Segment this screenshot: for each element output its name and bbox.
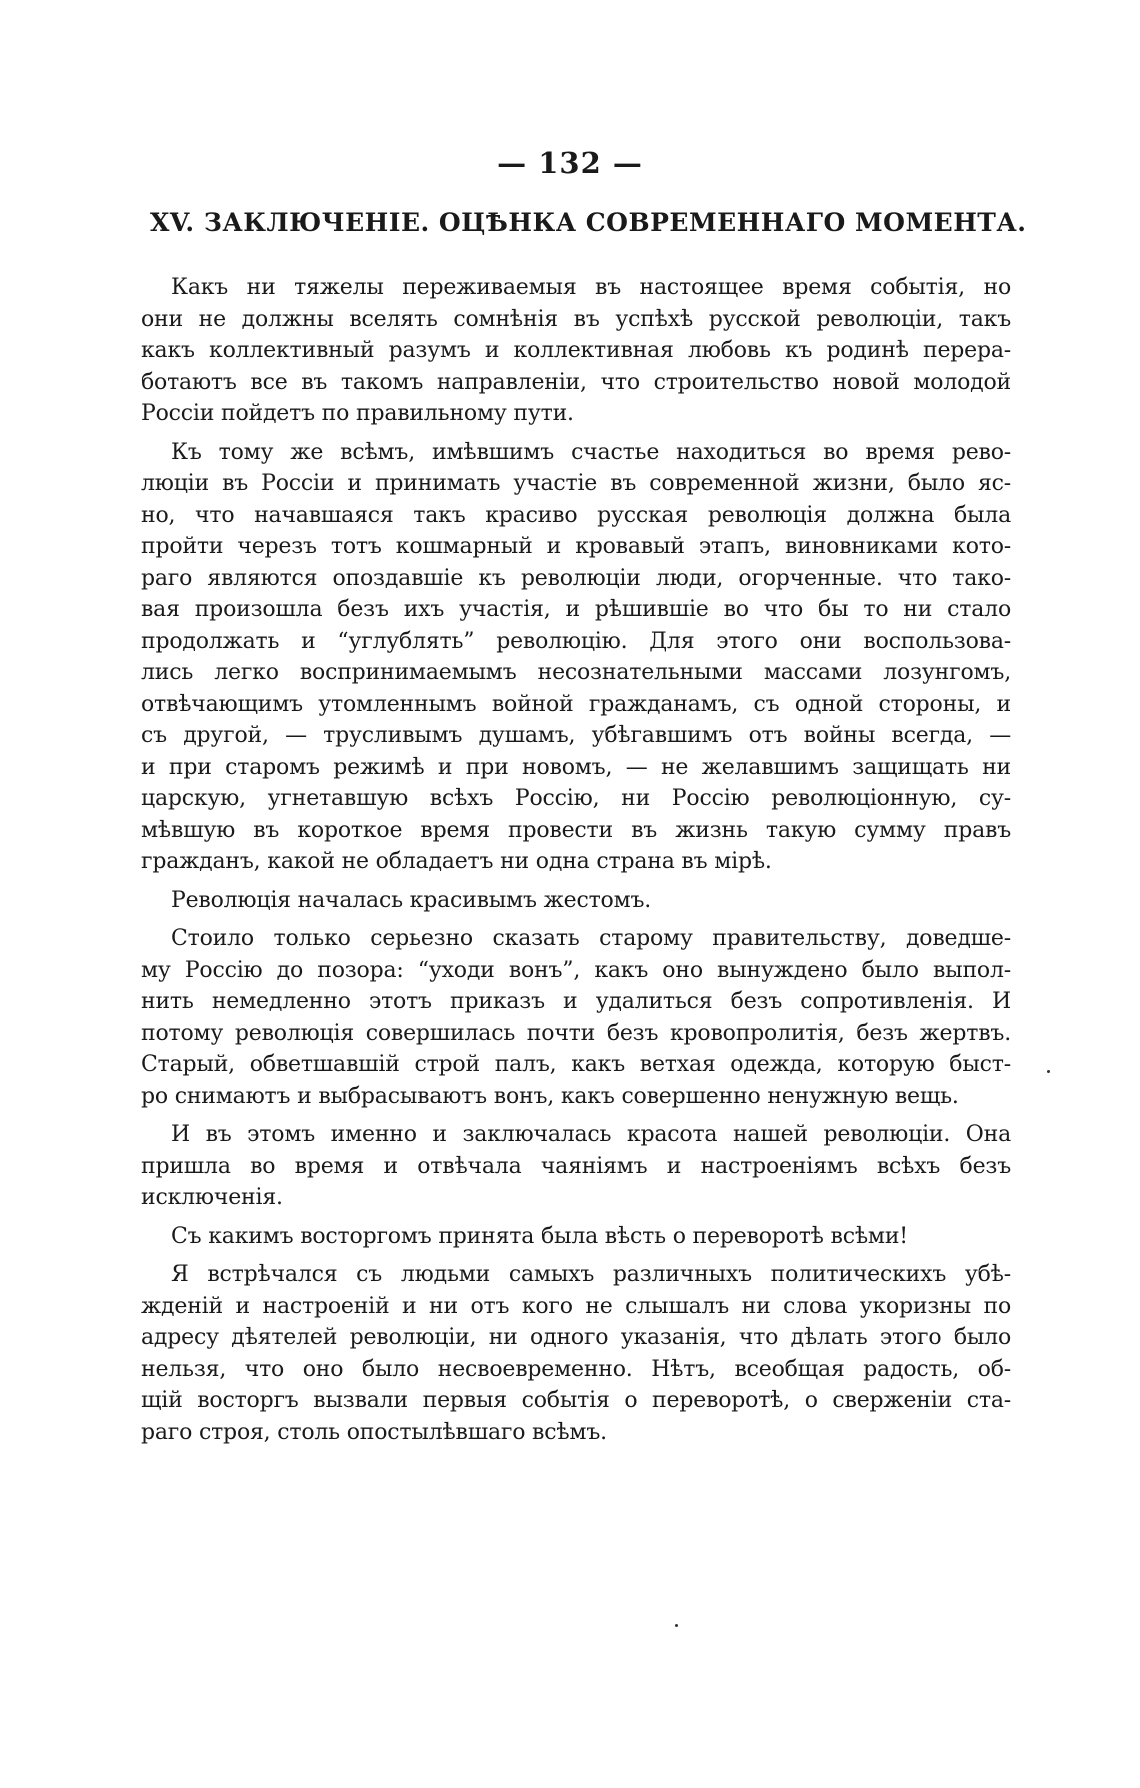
paragraph xyxy=(141,885,1011,917)
paragraph xyxy=(141,272,1011,430)
text-line: продолжать и “углублять” революцію. Для этого они воспользова- xyxy=(141,628,1011,654)
text-line: но, что начавшаяся такъ красиво русская революція должна была xyxy=(141,502,1011,528)
text-line: какъ коллективный разумъ и коллективная любовь къ родинѣ переpa- xyxy=(141,338,1011,363)
text-line: Россіи пойдетъ по правильному пути. xyxy=(141,401,574,426)
text-line: му Россію до позора: “уходи вонъ”, какъ оно вынуждено было выпол- xyxy=(141,957,1011,983)
text-line: Революція началась красивымъ жестомъ. xyxy=(171,887,652,913)
paragraph xyxy=(141,1259,1011,1448)
text-line: отвѣчающимъ утомленнымъ войной гражданамъ, съ одной стороны, и xyxy=(141,691,1011,717)
text-line: мѣвшую въ короткое время провести въ жизнь такую сумму правъ xyxy=(141,817,1011,843)
chapter-title: XV. ЗАКЛЮЧЕНІЕ. ОЦѢНКА СОВРЕМЕННАГО МОМЕНТА. xyxy=(150,208,1027,237)
text-line: Я встрѣчался съ людьми самыхъ различныхъ политическихъ убѣ- xyxy=(171,1262,1011,1287)
print-speck xyxy=(1047,1070,1050,1073)
print-speck xyxy=(675,1624,678,1627)
text-line: и при старомъ режимѣ и при новомъ, — не желавшимъ защищать ни xyxy=(141,754,1011,780)
text-line: нельзя, что оно было несвоевременно. Нѣтъ, всеобщая радость, об- xyxy=(141,1356,1011,1382)
text-line: Стоило только серьезно сказать старому правительству, доведше- xyxy=(171,926,1011,951)
text-line: Старый, обветшавшій строй палъ, какъ ветхая одежда, которую быст- xyxy=(141,1052,1011,1077)
text-line: адресу дѣятелей революціи, ни одного указанія, что дѣлать этого было xyxy=(141,1325,1011,1350)
text-line: люціи въ Россіи и принимать участіе въ современной жизни, было яс- xyxy=(141,471,1011,496)
text-line: царскую, угнетавшую всѣхъ Россію, ни Россію революціонную, су- xyxy=(141,786,1011,811)
paragraph xyxy=(141,1119,1011,1214)
text-line: пройти черезъ тотъ кошмарный и кровавый этапъ, виновниками кото- xyxy=(141,534,1011,559)
text-line: Съ какимъ восторгомъ принята была вѣсть о переворотѣ всѣми! xyxy=(171,1223,908,1249)
text-line: раго являются опоздавшіе къ революціи люди, огорченные. что тако- xyxy=(141,565,1011,591)
text-line: они не должны вселять сомнѣнія въ успѣхѣ русской революціи, такъ xyxy=(141,306,1011,332)
text-line: щій восторгъ вызвали первыя событія о переворотѣ, о сверженіи ста- xyxy=(141,1388,1011,1413)
paragraph xyxy=(141,1221,1011,1253)
text-line: съ другой, — трусливымъ душамъ, убѣгавшимъ отъ войны всегда, — xyxy=(141,723,1011,748)
text-line: ботаютъ все въ такомъ направленіи, что строительство новой молодой xyxy=(141,369,1011,395)
paragraph xyxy=(141,437,1011,878)
text-line: гражданъ, какой не обладаетъ ни одна страна въ мірѣ. xyxy=(141,849,772,874)
text-line: лись легко воспринимаемымъ несознательными массами лозунгомъ, xyxy=(141,660,1011,685)
text-line: вая произошла безъ ихъ участія, и рѣшившіе во что бы то ни стало xyxy=(141,597,1011,622)
text-line: исключенія. xyxy=(141,1185,283,1210)
text-line: жденій и настроеній и ни отъ кого не слышалъ ни слова укоризны по xyxy=(141,1293,1011,1319)
text-line: нить немедленно этотъ приказъ и удалиться безъ сопротивленія. И xyxy=(141,989,1011,1014)
text-line: Какъ ни тяжелы переживаемыя въ настоящее время событія, но xyxy=(171,275,1011,300)
body-text xyxy=(141,272,1011,1448)
text-line: Къ тому же всѣмъ, имѣвшимъ счастье находиться во время рево- xyxy=(171,439,1011,465)
text-line: потому революція совершилась почти безъ кровопролитія, безъ жертвъ. xyxy=(141,1020,1011,1046)
text-line: И въ этомъ именно и заключалась красота нашей революціи. Она xyxy=(171,1122,1011,1147)
paragraph xyxy=(141,923,1011,1112)
text-line: пришла во время и отвѣчала чаяніямъ и настроеніямъ всѣхъ безъ xyxy=(141,1153,1011,1179)
text-line: ро снимаютъ и выбрасываютъ вонъ, какъ совершенно ненужную вещь. xyxy=(141,1083,959,1109)
text-line: раго строя, столь опостылѣвшаго всѣмъ. xyxy=(141,1419,607,1445)
page-number: — 132 — xyxy=(497,146,643,180)
